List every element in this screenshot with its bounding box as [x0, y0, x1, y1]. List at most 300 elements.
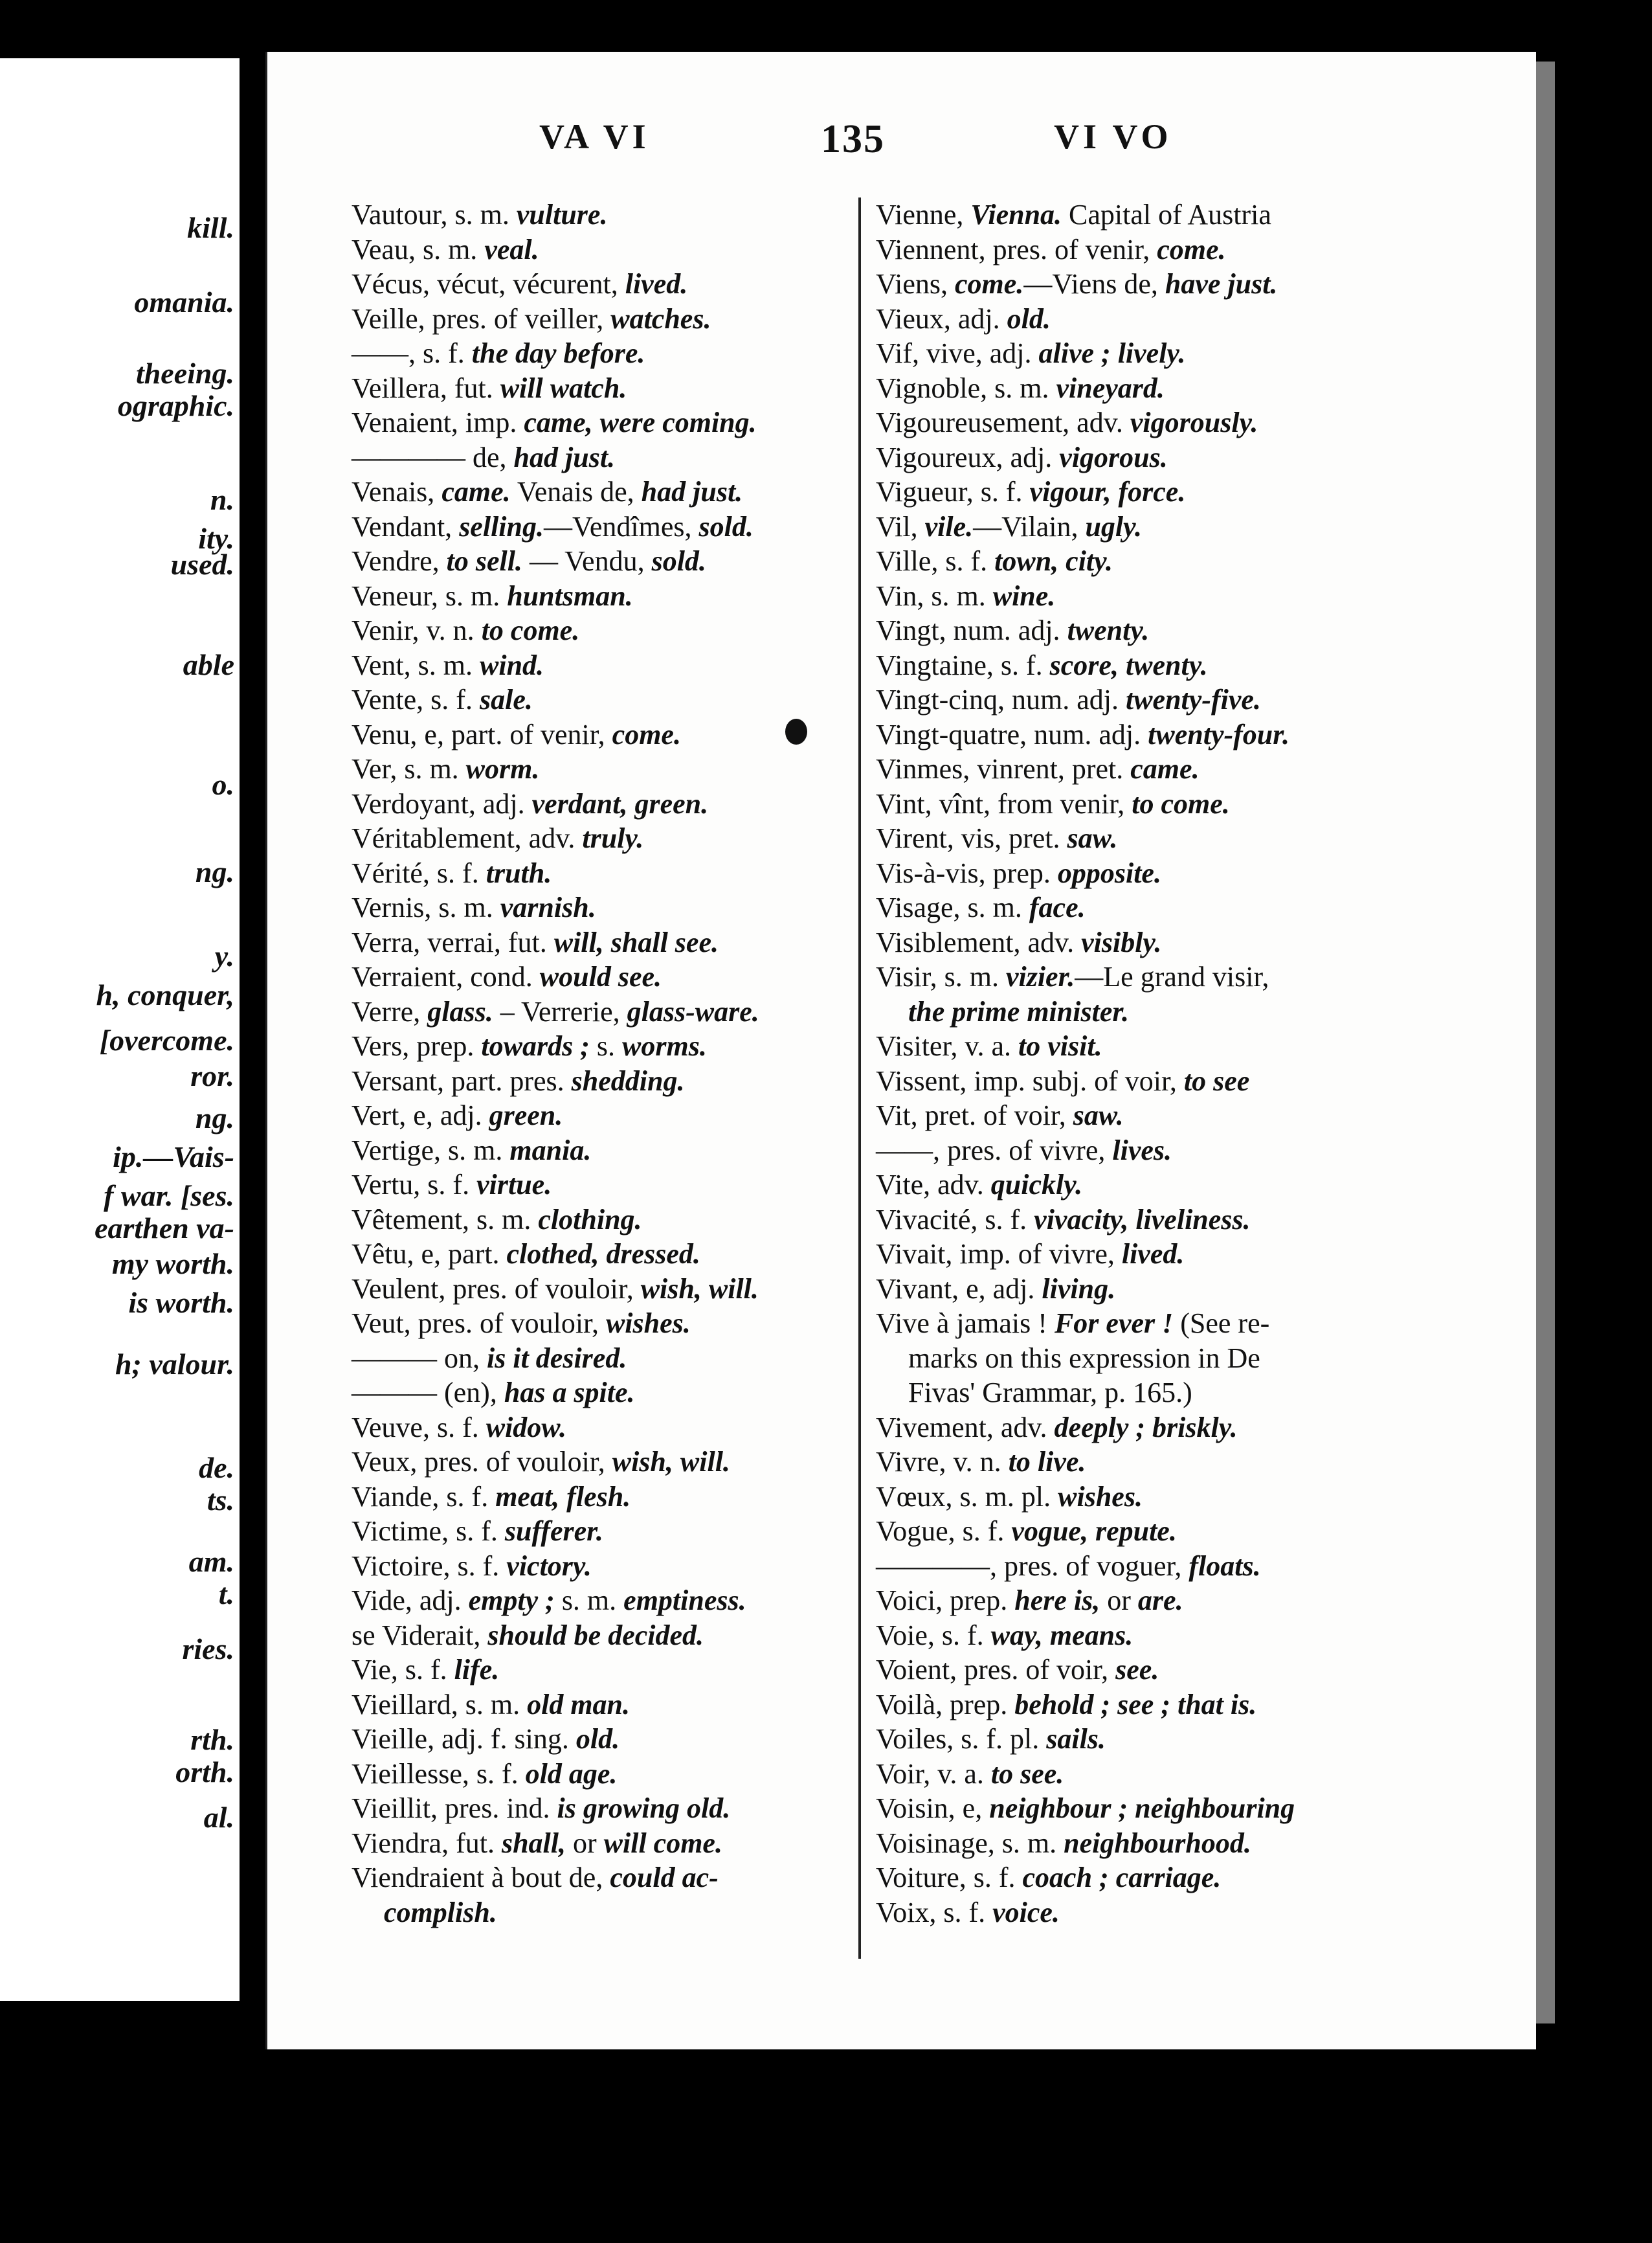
dictionary-entry: [876, 960, 1640, 995]
entry-headword: Vertu, s. f.: [352, 1169, 477, 1200]
entry-headword: Vêtu, e, part.: [352, 1238, 507, 1270]
entry-gloss: clothed, dressed.: [506, 1238, 700, 1270]
page-number: 135: [821, 117, 885, 161]
entry-gloss: vulture.: [516, 199, 608, 231]
entry-headword: Venaient, imp.: [352, 407, 524, 438]
entry-headword: Vieille, adj. f. sing.: [352, 1723, 576, 1755]
dictionary-entry: [876, 682, 1640, 717]
entry-headword: Vendant,: [352, 510, 460, 543]
entry-headword: Virent, vis, pret.: [876, 822, 1067, 854]
entry-headword: Voisin, e,: [876, 1792, 990, 1824]
entry-gloss: huntsman.: [507, 580, 633, 612]
entry-gloss: have just.: [1165, 268, 1278, 300]
entry-headword: ——, s. f.: [352, 337, 472, 369]
entry-gloss: ugly.: [1085, 510, 1143, 543]
entry-headword: s.: [589, 1030, 622, 1062]
entry-headword: Voiture, s. f.: [876, 1862, 1023, 1893]
dictionary-entry: [876, 1133, 1640, 1168]
entry-gloss: the prime minister.: [908, 995, 1130, 1028]
entry-headword: Visiblement, adv.: [876, 926, 1082, 958]
entry-gloss: lived.: [625, 268, 688, 300]
entry-headword: Voiles, s. f. pl.: [876, 1723, 1047, 1755]
entry-headword: Vivacité, s. f.: [876, 1203, 1034, 1235]
facing-page-text-fragment: my worth.: [111, 1247, 234, 1280]
entry-gloss: sails.: [1046, 1723, 1106, 1755]
dictionary-entry: [876, 1375, 1640, 1410]
entry-gloss: vigorously.: [1130, 407, 1258, 438]
facing-page-text-fragment: kill.: [187, 211, 234, 244]
entry-headword: Voisinage, s. m.: [876, 1827, 1064, 1859]
facing-page-text-fragment: ror.: [190, 1059, 234, 1092]
dictionary-entry: [876, 613, 1640, 648]
entry-headword: Capital of Austria: [1062, 199, 1271, 231]
entry-gloss: came, were coming.: [524, 407, 757, 438]
entry-headword: Vigueur, s. f.: [876, 476, 1030, 508]
facing-page-text-fragment: ng.: [195, 1101, 234, 1134]
entry-headword: Veille, pres. of veiller,: [352, 302, 611, 335]
dictionary-entry: [876, 232, 1640, 267]
entry-headword: Vente, s. f.: [352, 684, 480, 716]
entry-headword: Viendra, fut.: [352, 1827, 502, 1859]
dictionary-entry: [876, 1826, 1640, 1861]
entry-gloss: see.: [1115, 1654, 1159, 1685]
entry-gloss: truly.: [582, 822, 644, 854]
entry-gloss: visibly.: [1081, 926, 1162, 958]
dictionary-entry: [876, 1687, 1640, 1722]
entry-headword: Vautour, s. m.: [352, 199, 517, 231]
facing-page-text-fragment: de.: [199, 1451, 234, 1484]
facing-page-text-fragment: theeing.: [135, 357, 234, 390]
entry-headword: —Viens de,: [1023, 268, 1165, 300]
entry-headword: ——, pres. of vivre,: [876, 1134, 1113, 1166]
dictionary-entry: [876, 752, 1640, 787]
facing-page-text-fragment: ip.—Vais-: [113, 1140, 234, 1173]
entry-headword: Veau, s. m.: [352, 233, 485, 265]
entry-headword: Vingt-cinq, num. adj.: [876, 684, 1126, 716]
dictionary-entry: [876, 717, 1640, 752]
entry-headword: —Vilain,: [973, 510, 1086, 543]
entry-gloss: old.: [575, 1723, 620, 1755]
left-guide-word: VA VI: [539, 117, 650, 156]
entry-headword: Veneur, s. m.: [352, 580, 508, 612]
entry-gloss: floats.: [1189, 1550, 1261, 1582]
entry-gloss: had just.: [513, 441, 616, 473]
entry-headword: Vert, e, adj.: [352, 1099, 489, 1131]
entry-gloss: twenty.: [1067, 614, 1150, 646]
entry-headword: Versant, part. pres.: [352, 1065, 572, 1097]
entry-headword: Vif, vive, adj.: [876, 337, 1039, 369]
entry-headword: (See re-: [1173, 1307, 1270, 1339]
dictionary-entry: [876, 197, 1640, 232]
entry-gloss: clothing.: [538, 1203, 642, 1235]
dictionary-entry: [876, 1722, 1640, 1757]
entry-headword: Vinmes, vinrent, pret.: [876, 753, 1131, 785]
entry-gloss: life.: [454, 1654, 500, 1685]
dictionary-entry: [876, 995, 1640, 1030]
entry-gloss: wind.: [480, 649, 544, 681]
entry-gloss: virtue.: [476, 1169, 552, 1200]
entry-gloss: widow.: [486, 1411, 567, 1443]
entry-headword: Vienne,: [876, 199, 971, 231]
entry-gloss: to visit.: [1018, 1030, 1102, 1062]
entry-headword: Vogue, s. f.: [876, 1515, 1012, 1547]
entry-gloss: wishes.: [605, 1307, 691, 1339]
entry-headword: Vissent, imp. subj. of voir,: [876, 1065, 1184, 1097]
entry-headword: — Vendu,: [522, 545, 652, 577]
entry-headword: Vertige, s. m.: [352, 1134, 510, 1166]
entry-headword: —Vendîmes,: [543, 510, 699, 543]
entry-headword: – Verrerie,: [493, 995, 627, 1028]
entry-headword: Verra, verrai, fut.: [352, 926, 554, 958]
entry-headword: Vie, s. f.: [352, 1654, 454, 1685]
entry-gloss: to live.: [1008, 1446, 1086, 1478]
entry-gloss: town, city.: [994, 545, 1113, 577]
dictionary-entry: [876, 1237, 1640, 1272]
entry-headword: Venais de,: [510, 476, 642, 508]
entry-headword: Viens,: [876, 268, 955, 300]
entry-headword: Visage, s. m.: [876, 892, 1029, 923]
entry-gloss: face.: [1029, 892, 1086, 923]
entry-gloss: come.: [955, 268, 1024, 300]
entry-headword: Verre,: [352, 995, 428, 1028]
entry-gloss: score, twenty.: [1049, 649, 1208, 681]
dictionary-entry: [876, 1306, 1640, 1341]
facing-page-text-fragment: ity.: [198, 522, 234, 555]
dictionary-entry: [876, 1895, 1640, 1930]
entry-gloss: empty ;: [468, 1584, 555, 1616]
dictionary-entry: [876, 336, 1640, 371]
dictionary-entry: [876, 1445, 1640, 1480]
entry-headword: Vis-à-vis, prep.: [876, 857, 1058, 889]
entry-gloss: saw.: [1073, 1099, 1124, 1131]
dictionary-entry: [876, 1480, 1640, 1515]
entry-headword: Vieillesse, s. f.: [352, 1757, 526, 1790]
dictionary-entry: [876, 267, 1640, 302]
entry-headword: Victime, s. f.: [352, 1515, 505, 1547]
entry-gloss: meat, flesh.: [495, 1480, 631, 1513]
entry-gloss: glass-ware.: [627, 995, 759, 1028]
entry-headword: Vive à jamais !: [876, 1307, 1055, 1339]
entry-gloss: wish, will.: [640, 1272, 759, 1305]
dictionary-entry: [876, 1549, 1640, 1584]
entry-headword: Vent, s. m.: [352, 649, 480, 681]
entry-gloss: come.: [612, 718, 681, 750]
dictionary-entry: [876, 440, 1640, 475]
entry-headword: Visiter, v. a.: [876, 1030, 1019, 1062]
entry-headword: Vérité, s. f.: [352, 857, 486, 889]
entry-gloss: are.: [1137, 1584, 1183, 1616]
entry-gloss: will watch.: [500, 372, 627, 404]
ink-blot: [785, 719, 807, 745]
entry-gloss: come.: [1157, 233, 1226, 265]
entry-headword: s. m.: [554, 1584, 624, 1616]
entry-headword: —Le grand visir,: [1075, 961, 1269, 993]
entry-gloss: vivacity, liveliness.: [1034, 1203, 1251, 1235]
entry-gloss: watches.: [610, 302, 711, 335]
facing-page-text-fragment: h; valour.: [115, 1347, 234, 1381]
facing-page-text-fragment: omania.: [134, 286, 234, 319]
dictionary-entry: [876, 1410, 1640, 1445]
entry-gloss: neighbour ; neighbouring: [989, 1792, 1295, 1824]
entry-headword: Voient, pres. of voir,: [876, 1654, 1116, 1685]
dictionary-entry: [876, 1064, 1640, 1099]
facing-page-text-fragment: t.: [218, 1577, 234, 1610]
entry-headword: Vendre,: [352, 545, 447, 577]
dictionary-entry: [876, 475, 1640, 510]
entry-headword: Vint, vînt, from venir,: [876, 787, 1132, 820]
facing-page-text-fragment: o.: [212, 768, 234, 801]
entry-gloss: to come.: [1132, 787, 1230, 820]
entry-gloss: selling.: [459, 510, 544, 543]
entry-headword: Fivas' Grammar, p. 165.): [908, 1377, 1192, 1408]
entry-gloss: neighbourhood.: [1064, 1827, 1251, 1859]
entry-headword: Visir, s. m.: [876, 961, 1006, 993]
entry-gloss: the day before.: [471, 337, 645, 369]
entry-headword: marks on this expression in De: [908, 1342, 1260, 1374]
entry-headword: Vingt-quatre, num. adj.: [876, 718, 1148, 750]
entry-gloss: voice.: [992, 1896, 1060, 1928]
entry-headword: Veuve, s. f.: [352, 1411, 486, 1443]
entry-gloss: lives.: [1112, 1134, 1172, 1166]
entry-gloss: sold.: [651, 545, 706, 577]
entry-gloss: worms.: [622, 1030, 707, 1062]
entry-headword: Venu, e, part. of venir,: [352, 718, 612, 750]
entry-gloss: complish.: [384, 1896, 497, 1928]
dictionary-entry: [876, 302, 1640, 337]
entry-headword: Viendraient à bout de,: [352, 1862, 610, 1893]
facing-page-text-fragment: used.: [170, 548, 234, 581]
facing-page-text-fragment: ries.: [182, 1632, 234, 1665]
entry-headword: Vingt, num. adj.: [876, 614, 1067, 646]
entry-headword: Voir, v. a.: [876, 1757, 991, 1790]
entry-gloss: will come.: [603, 1827, 722, 1859]
entry-gloss: vigorous.: [1059, 441, 1168, 473]
entry-gloss: lived.: [1121, 1238, 1185, 1270]
entry-gloss: came.: [441, 476, 511, 508]
facing-page-text-fragment: [overcome.: [99, 1024, 234, 1057]
entry-gloss: old man.: [527, 1688, 631, 1720]
entry-gloss: is it desired.: [487, 1342, 627, 1374]
entry-headword: Véritablement, adv.: [352, 822, 583, 854]
dictionary-entry: [876, 648, 1640, 683]
dictionary-entry: [876, 925, 1640, 960]
entry-gloss: shedding.: [571, 1065, 685, 1097]
entry-gloss: verdant, green.: [531, 787, 709, 820]
entry-headword: Vingtaine, s. f.: [876, 649, 1050, 681]
entry-headword: Vers, prep.: [352, 1030, 482, 1062]
entry-headword: Vivait, imp. of vivre,: [876, 1238, 1122, 1270]
entry-headword: Vide, adj.: [352, 1584, 469, 1616]
dictionary-entry: [876, 1341, 1640, 1376]
entry-headword: ——— (en),: [352, 1377, 504, 1408]
entry-headword: Vigoureux, adj.: [876, 441, 1060, 473]
dictionary-entry: [876, 1791, 1640, 1826]
entry-headword: ———— de,: [352, 441, 514, 473]
entry-headword: ——— on,: [352, 1342, 487, 1374]
entry-gloss: vile.: [924, 510, 974, 543]
entry-gloss: living.: [1042, 1272, 1116, 1305]
entry-gloss: twenty-five.: [1125, 684, 1261, 716]
entry-gloss: varnish.: [500, 892, 596, 923]
entry-headword: Vite, adv.: [876, 1169, 991, 1200]
entry-headword: Vieux, adj.: [876, 302, 1007, 335]
column-divider: [858, 197, 861, 1959]
entry-gloss: mania.: [509, 1134, 592, 1166]
entry-headword: Veux, pres. of vouloir,: [352, 1446, 612, 1478]
dictionary-entry: [876, 1167, 1640, 1202]
entry-headword: or: [566, 1827, 604, 1859]
entry-headword: Voie, s. f.: [876, 1619, 991, 1651]
entry-headword: Vil,: [876, 510, 925, 543]
entry-headword: Vernis, s. m.: [352, 892, 500, 923]
facing-page-text-fragment: earthen va-: [95, 1212, 234, 1245]
facing-page-text-fragment: am.: [188, 1545, 234, 1578]
dictionary-entry: [876, 1029, 1640, 1064]
entry-headword: Vivant, e, adj.: [876, 1272, 1042, 1305]
facing-page-text-fragment: ts.: [206, 1483, 234, 1516]
entry-headword: Ville, s. f.: [876, 545, 995, 577]
entry-headword: Vieillard, s. m.: [352, 1688, 528, 1720]
facing-page-text-fragment: n.: [210, 483, 234, 516]
entry-gloss: wine.: [992, 580, 1056, 612]
dictionary-entry: [876, 1098, 1640, 1133]
dictionary-page: [265, 52, 1536, 2049]
entry-headword: Vieillit, pres. ind.: [352, 1792, 557, 1824]
dictionary-entry: [876, 579, 1640, 614]
entry-headword: Vigoureusement, adv.: [876, 407, 1130, 438]
entry-headword: Venir, v. n.: [352, 614, 482, 646]
entry-headword: Victoire, s. f.: [352, 1550, 507, 1582]
entry-headword: Veut, pres. of vouloir,: [352, 1307, 606, 1339]
entry-gloss: should be decided.: [487, 1619, 704, 1651]
dictionary-entry: [876, 1202, 1640, 1237]
entry-gloss: sale.: [479, 684, 533, 716]
entry-gloss: For ever !: [1054, 1307, 1174, 1339]
dictionary-entry: [876, 1583, 1640, 1618]
entry-gloss: old age.: [525, 1757, 618, 1790]
entry-gloss: victory.: [506, 1550, 592, 1582]
entry-headword: Vin, s. m.: [876, 580, 993, 612]
entry-headword: Vivement, adv.: [876, 1411, 1055, 1443]
entry-gloss: opposite.: [1057, 857, 1161, 889]
entry-gloss: Vienna.: [970, 199, 1062, 231]
entry-gloss: quickly.: [990, 1169, 1083, 1200]
entry-gloss: wish, will.: [612, 1446, 730, 1478]
facing-page-text-fragment: is worth.: [128, 1286, 234, 1319]
entry-gloss: saw.: [1067, 822, 1118, 854]
entry-gloss: vogue, repute.: [1011, 1515, 1177, 1547]
entry-headword: Ver, s. m.: [352, 753, 466, 785]
entry-gloss: here is,: [1014, 1584, 1100, 1616]
dictionary-entry: [876, 1618, 1640, 1653]
entry-headword: Vignoble, s. m.: [876, 372, 1056, 404]
entry-gloss: to come.: [481, 614, 580, 646]
entry-gloss: could ac-: [610, 1862, 719, 1893]
entry-gloss: towards ;: [481, 1030, 590, 1062]
facing-page-fragment: [0, 58, 240, 2001]
dictionary-entry: [876, 821, 1640, 856]
dictionary-entry: [876, 1272, 1640, 1307]
entry-headword: Voici, prep.: [876, 1584, 1015, 1616]
entry-gloss: glass.: [427, 995, 493, 1028]
entry-headword: Viennent, pres. of venir,: [876, 233, 1157, 265]
facing-page-text-fragment: ng.: [195, 855, 234, 888]
facing-page-text-fragment: f war. [ses.: [104, 1179, 234, 1212]
facing-page-text-fragment: al.: [203, 1801, 234, 1834]
entry-headword: Voix, s. f.: [876, 1896, 993, 1928]
entry-headword: Vœux, s. m. pl.: [876, 1480, 1058, 1513]
dictionary-entry: [876, 856, 1640, 891]
entry-gloss: deeply ; briskly.: [1054, 1411, 1238, 1443]
entry-headword: or: [1100, 1584, 1138, 1616]
entry-gloss: sufferer.: [504, 1515, 603, 1547]
entry-headword: Venais,: [352, 476, 442, 508]
dictionary-entry: [876, 1860, 1640, 1895]
entry-gloss: twenty-four.: [1148, 718, 1289, 750]
entry-gloss: has a spite.: [504, 1377, 635, 1408]
entry-headword: Vécus, vécut, vécurent,: [352, 268, 625, 300]
dictionary-entry: [876, 544, 1640, 579]
entry-gloss: to see.: [990, 1757, 1064, 1790]
entry-gloss: veal.: [484, 233, 539, 265]
entry-gloss: vineyard.: [1056, 372, 1165, 404]
entry-headword: Vivre, v. n.: [876, 1446, 1009, 1478]
entry-gloss: would see.: [539, 961, 662, 993]
entry-gloss: came.: [1130, 753, 1200, 785]
dictionary-entry: [876, 787, 1640, 822]
entry-gloss: had just.: [641, 476, 743, 508]
entry-headword: Verraient, cond.: [352, 961, 540, 993]
dictionary-entry: [876, 1514, 1640, 1549]
facing-page-text-fragment: y.: [214, 940, 234, 973]
facing-page-text-fragment: able: [183, 648, 234, 681]
entry-gloss: shall,: [501, 1827, 566, 1859]
facing-page-text-fragment: rth.: [190, 1723, 234, 1756]
dictionary-entry: [876, 890, 1640, 925]
entry-headword: Voilà, prep.: [876, 1688, 1015, 1720]
right-guide-word: VI VO: [1054, 117, 1172, 156]
entry-gloss: way, means.: [990, 1619, 1133, 1651]
entry-gloss: coach ; carriage.: [1022, 1862, 1222, 1893]
dictionary-entry: [876, 510, 1640, 545]
entry-headword: Verdoyant, adj.: [352, 787, 532, 820]
dictionary-entry: [876, 1652, 1640, 1687]
facing-page-text-fragment: ographic.: [117, 389, 234, 422]
entry-headword: se Viderait,: [352, 1619, 488, 1651]
entry-headword: ————, pres. of voguer,: [876, 1550, 1189, 1582]
entry-headword: Vit, pret. of voir,: [876, 1099, 1073, 1131]
entry-headword: Vêtement, s. m.: [352, 1203, 539, 1235]
entry-gloss: emptiness.: [623, 1584, 746, 1616]
entry-gloss: will, shall see.: [553, 926, 719, 958]
entry-gloss: vizier.: [1005, 961, 1075, 993]
entry-gloss: old.: [1007, 302, 1051, 335]
dictionary-entry: [876, 405, 1640, 440]
entry-gloss: sold.: [698, 510, 753, 543]
entry-gloss: vigour, force.: [1029, 476, 1186, 508]
dictionary-entry: [876, 1757, 1640, 1792]
entry-gloss: to see: [1183, 1065, 1250, 1097]
entry-headword: Veulent, pres. of vouloir,: [352, 1272, 641, 1305]
entry-headword: Veillera, fut.: [352, 372, 500, 404]
entry-gloss: alive ; lively.: [1038, 337, 1186, 369]
entry-gloss: wishes.: [1058, 1480, 1143, 1513]
right-column: [876, 197, 1640, 1930]
entry-headword: Viande, s. f.: [352, 1480, 496, 1513]
entry-gloss: is growing old.: [557, 1792, 731, 1824]
entry-gloss: truth.: [486, 857, 552, 889]
facing-page-text-fragment: h, conquer,: [96, 978, 234, 1011]
